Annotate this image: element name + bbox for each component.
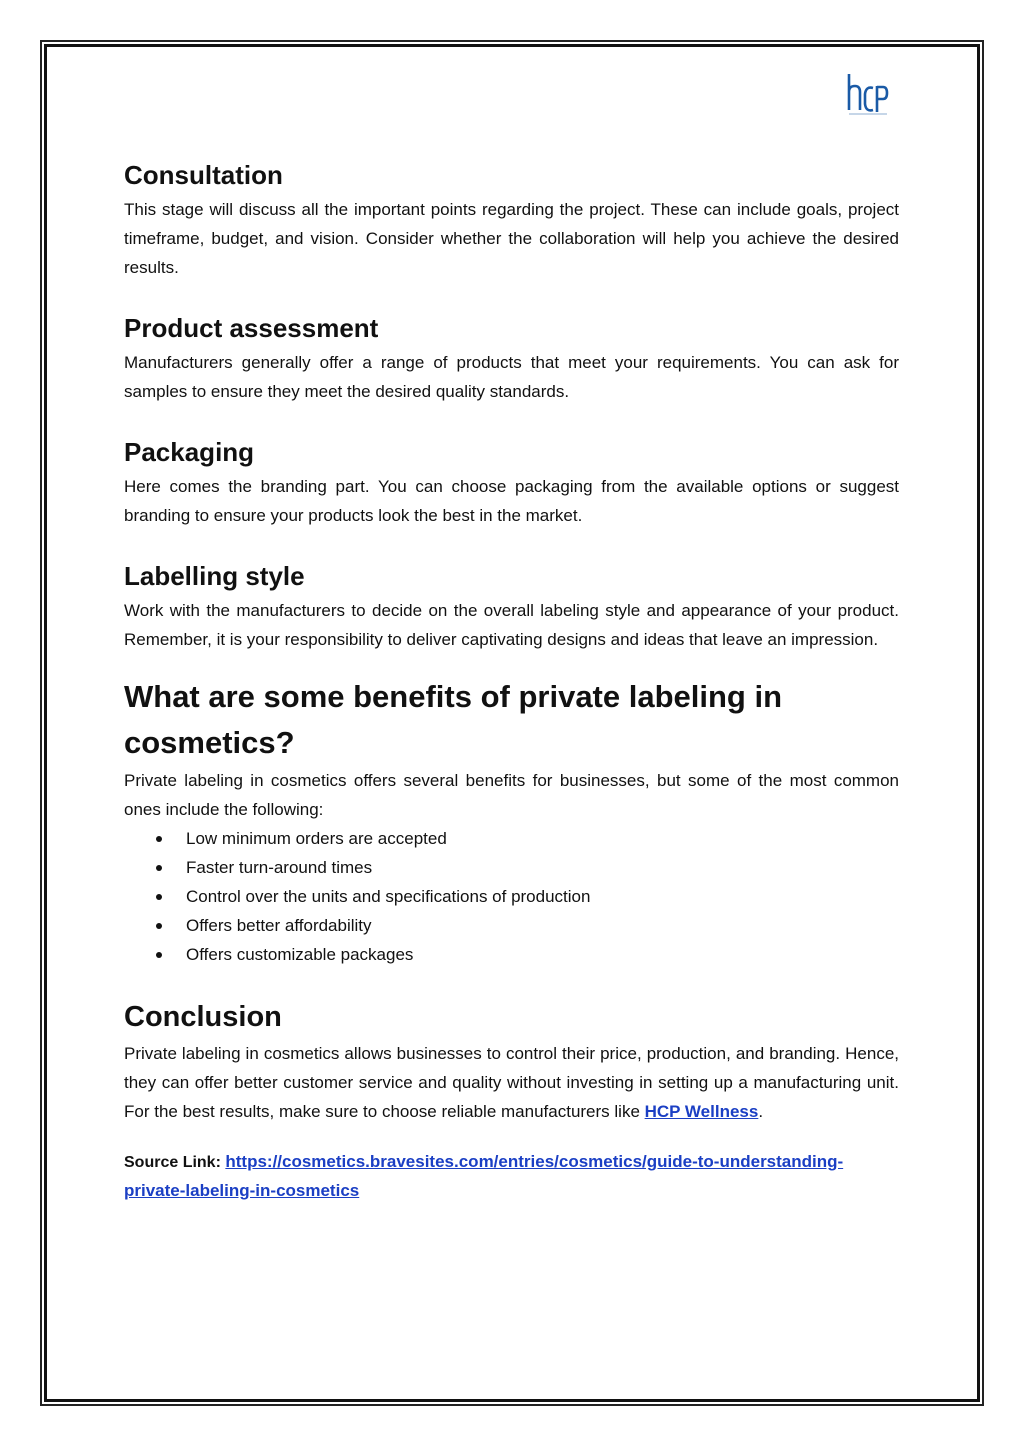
source-line xyxy=(124,1148,899,1206)
heading-benefits: What are some benefits of private labeling in cosmetics? xyxy=(124,679,783,760)
hcp-logo xyxy=(846,72,890,118)
document-body xyxy=(124,155,899,1206)
heading-conclusion: Conclusion xyxy=(124,1001,282,1033)
list-item: Offers better affordability xyxy=(124,911,899,940)
section-consultation xyxy=(124,155,899,282)
section-packaging xyxy=(124,432,899,530)
bullet-icon xyxy=(156,952,162,958)
benefits-list xyxy=(124,824,899,969)
section-benefits xyxy=(124,674,899,969)
hcp-wellness-link[interactable]: HCP Wellness xyxy=(644,1102,759,1121)
heading-packaging: Packaging xyxy=(124,437,255,467)
paragraph-product-assessment: Manufacturers generally offer a range of products that meet your requirements. You can ask for samples to ensure they meet the desired quality standards. xyxy=(124,353,899,401)
source-link[interactable]: https://cosmetics.bravesites.com/entries/cosmetics/guide-to-understanding-private-labeling-in-cosmetics xyxy=(124,1152,844,1200)
paragraph-packaging: Here comes the branding part. You can choose packaging from the available options or suggest branding to ensure your products look the best in the market. xyxy=(124,477,899,525)
list-item: Offers customizable packages xyxy=(124,940,899,969)
section-product-assessment xyxy=(124,308,899,406)
section-conclusion xyxy=(124,995,899,1126)
bullet-icon xyxy=(156,836,162,842)
bullet-icon xyxy=(156,865,162,871)
heading-labelling: Labelling style xyxy=(124,561,305,591)
source-label: Source Link: xyxy=(124,1154,226,1171)
paragraph-benefits-intro: Private labeling in cosmetics offers several benefits for businesses, but some of the most common ones include the following: xyxy=(124,771,899,819)
paragraph-conclusion: Private labeling in cosmetics allows businesses to control their price, production, and branding. Hence, they can offer better customer service and quality without investing in setting up a manufacturing unit. For the best results, make sure to choose reliable manufacturers like HCP Wellness. xyxy=(124,1044,899,1121)
heading-consultation: Consultation xyxy=(124,160,283,190)
paragraph-consultation: This stage will discuss all the important points regarding the project. These can include goals, project timeframe, budget, and vision. Consider whether the collaboration will help you achieve the desired results. xyxy=(124,200,899,277)
heading-product-assessment: Product assessment xyxy=(124,313,379,343)
list-item: Control over the units and specifications of production xyxy=(124,882,899,911)
paragraph-labelling: Work with the manufacturers to decide on the overall labeling style and appearance of your product. Remember, it is your responsibility to deliver captivating designs and ideas that leave an impression. xyxy=(124,601,899,649)
bullet-icon xyxy=(156,923,162,929)
list-item: Faster turn-around times xyxy=(124,853,899,882)
bullet-icon xyxy=(156,894,162,900)
section-labelling xyxy=(124,556,899,654)
list-item: Low minimum orders are accepted xyxy=(124,824,899,853)
